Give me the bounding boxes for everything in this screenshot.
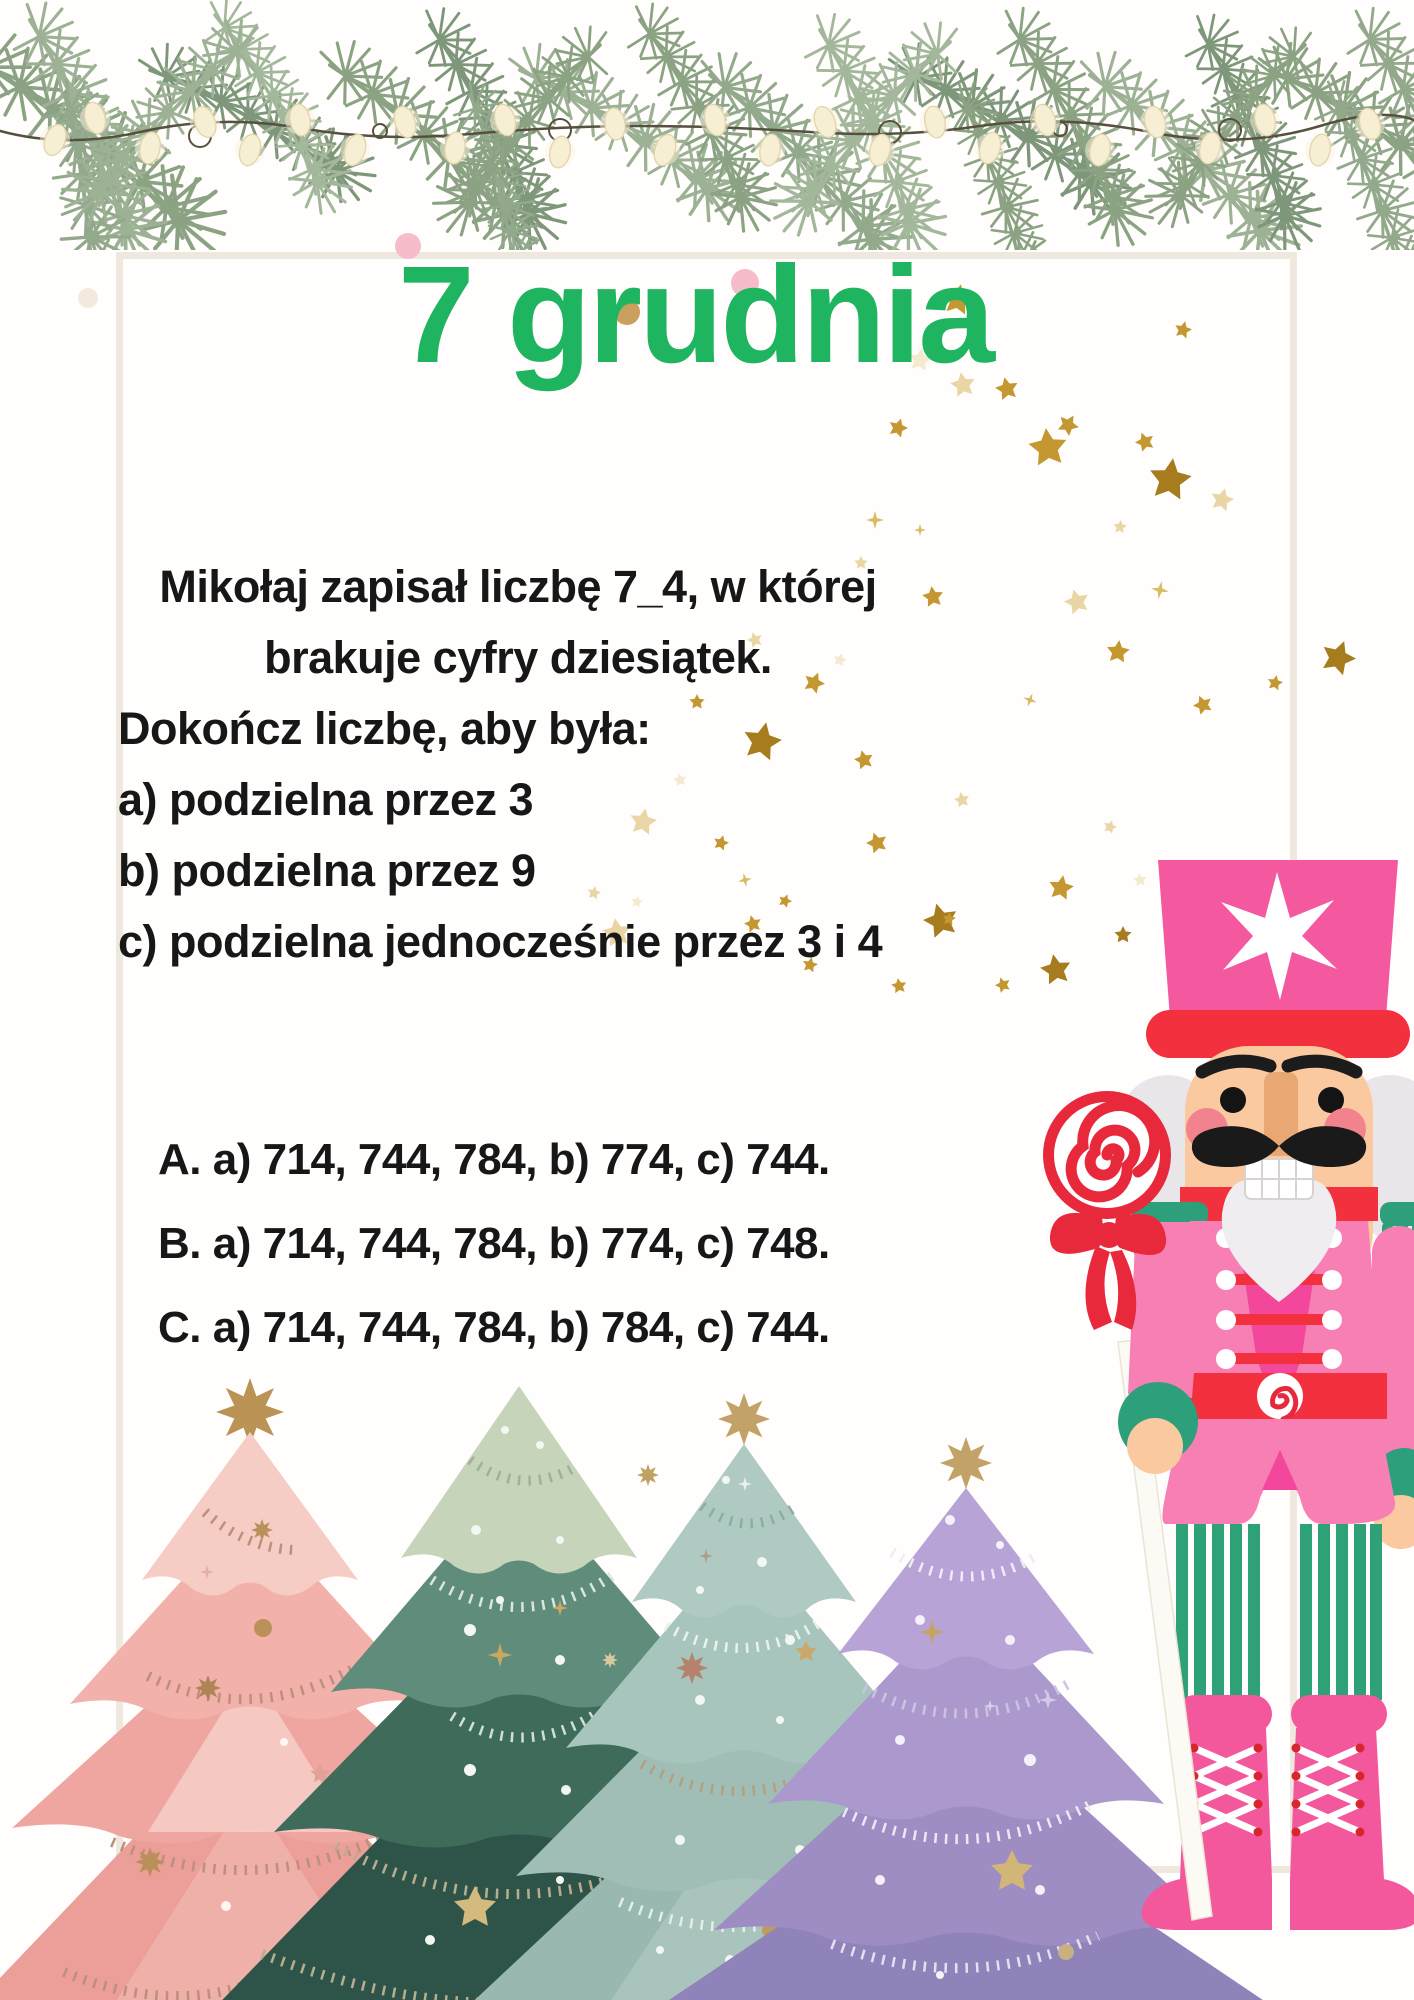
page-title: 7 grudnia — [397, 238, 993, 392]
left-hand — [1127, 1418, 1183, 1474]
condition-a: a) podzielna przez 3 — [118, 774, 534, 825]
floating-star-icon — [637, 1464, 659, 1486]
answer-options — [158, 1118, 830, 1370]
left-eye — [1220, 1087, 1246, 1113]
nutcracker-illustration — [1020, 850, 1414, 1940]
shorts — [1162, 1419, 1395, 1524]
striped-legs — [1173, 1524, 1382, 1700]
belt — [1173, 1373, 1387, 1419]
answer-option-b: B. a) 714, 744, 784, b) 774, c) 748. — [158, 1219, 830, 1268]
nutcracker-hat — [1146, 860, 1410, 1058]
question-block — [118, 551, 918, 977]
condition-b: b) podzielna przez 9 — [118, 845, 536, 896]
answer-option-a: A. a) 714, 744, 784, b) 774, c) 744. — [158, 1135, 830, 1184]
question-line-2: brakuje cyfry dziesiątek. — [264, 632, 772, 683]
pine-garland-lights — [0, 0, 1414, 250]
answer-option-c: C. a) 714, 744, 784, b) 784, c) 744. — [158, 1303, 830, 1352]
teeth — [1245, 1159, 1313, 1199]
condition-c: c) podzielna jednocześnie przez 3 i 4 — [118, 916, 883, 967]
question-line-1: Mikołaj zapisał liczbę 7_4, w której — [159, 561, 877, 612]
lollipop-icon — [1043, 1091, 1171, 1219]
question-line-3: Dokończ liczbę, aby była: — [118, 703, 651, 754]
